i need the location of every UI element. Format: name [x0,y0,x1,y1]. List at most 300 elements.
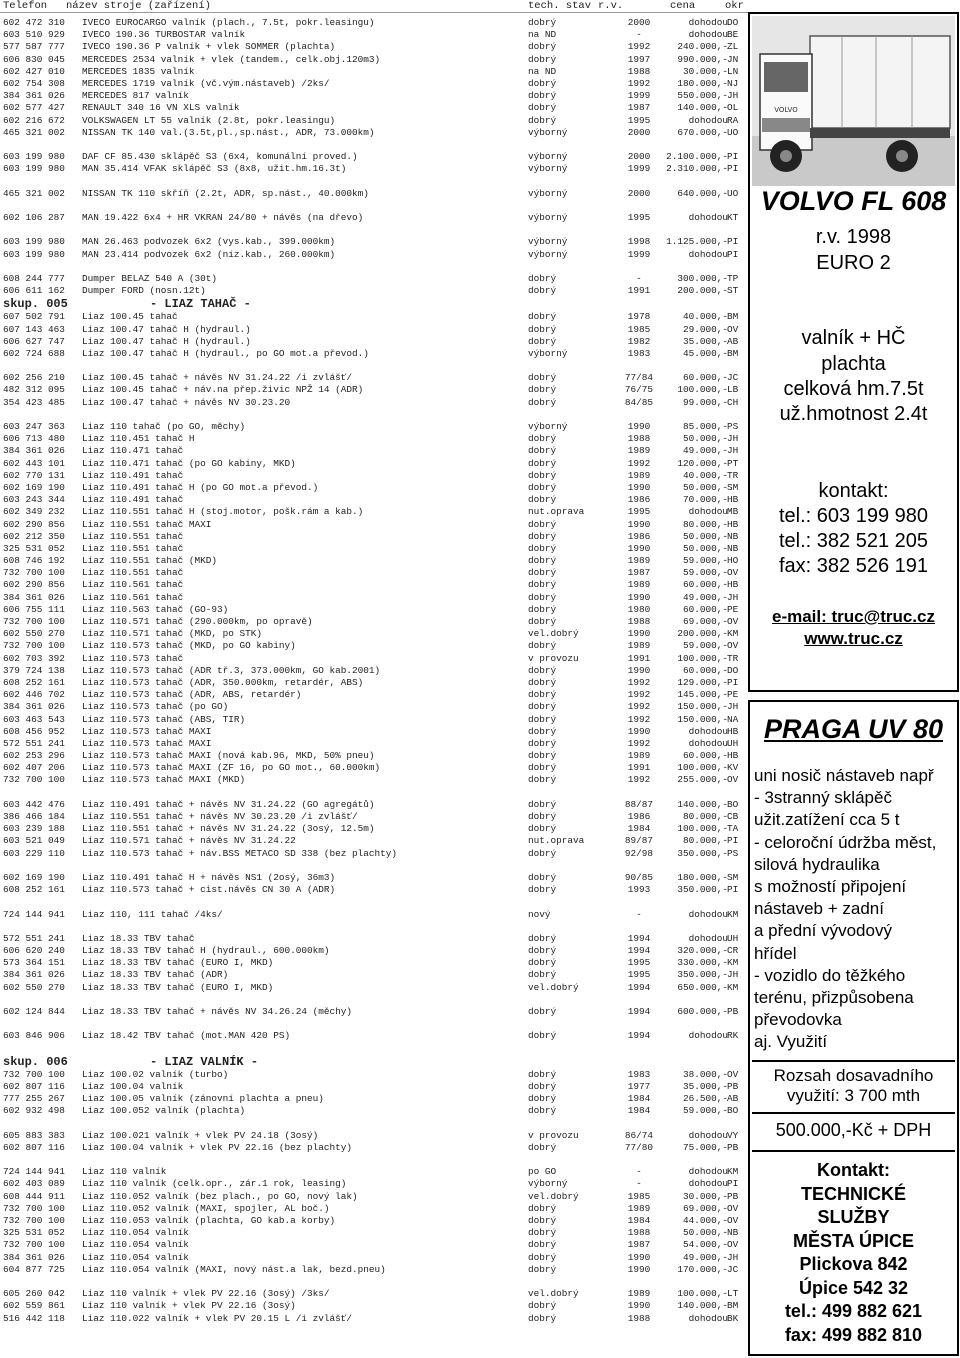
district: PB [727,1141,739,1153]
year: 1994 [627,1030,651,1042]
district: PI [727,236,739,248]
phone: 602 932 498 [3,1105,65,1117]
district: PI [727,835,739,847]
price: 330.000,- [677,957,728,969]
price: 255.000,- [677,774,728,786]
vehicle-name: Dumper BELAZ 540 A (30t) [82,272,218,284]
praga-desc-line: silová hydraulika [754,854,880,874]
year: 2000 [627,17,651,28]
district: BM [727,347,739,359]
price: dohodou [688,725,728,737]
price: dohodou [688,17,728,28]
listing-row [0,127,745,139]
praga-contact-line: Úpice 542 32 [798,1277,909,1298]
condition: dobrý [528,396,557,408]
condition: dobrý [528,932,557,944]
district: RA [727,114,739,126]
price: 49.000,- [682,445,728,457]
year: 1999 [627,248,651,260]
vehicle-name: Liaz 100.021 valník + vlek PV 24.18 (3osý) [82,1129,319,1141]
district: UO [727,187,739,199]
year: 1992 [627,701,651,713]
divider [752,1150,955,1152]
phone: 732 700 100 [3,640,65,652]
price: 600.000,- [677,1006,728,1017]
year: 77/84 [624,372,654,384]
phone: 602 770 131 [3,469,65,481]
phone: 602 724 688 [3,347,65,359]
year: 1990 [627,1251,651,1263]
price: dohodou [688,1129,728,1141]
phone: 607 502 791 [3,311,65,323]
listing-row [0,799,745,811]
row-gap [0,261,745,273]
col-year: r.v. [598,0,624,12]
vehicle-name: Liaz 110 valník (celk.opr., zár.1 rok, leasing) [82,1178,347,1190]
district: OV [727,774,739,786]
praga-contact-line: tel.: 499 882 621 [784,1301,923,1321]
phone: 732 700 100 [3,1215,65,1226]
listing-row [0,433,745,445]
listing-row [0,470,745,482]
price: 30.000,- [682,65,728,77]
price: 129.000,- [677,676,728,688]
price: 38.000,- [682,1068,728,1080]
vehicle-name: Liaz 110.561 tahač [82,579,184,591]
condition: dobrý [528,1300,557,1312]
price: 59.000,- [682,567,728,579]
phone: 516 442 118 [3,1312,65,1324]
condition: po GO [528,1166,557,1178]
district: OV [727,323,739,335]
price: 120.000,- [677,457,728,469]
district: ZL [727,41,739,53]
listing-row [0,957,745,969]
listing-row [0,653,745,665]
condition: dobrý [528,433,557,445]
condition: dobrý [528,41,557,53]
praga-price: 500.000,-Kč + DPH [775,1120,932,1140]
listing-row [0,17,745,29]
condition: dobrý [528,1080,557,1092]
condition: dobrý [528,335,557,347]
price: 69.000,- [682,616,728,627]
district: NB [727,542,739,554]
phone: 602 256 210 [3,372,65,384]
year: 1988 [627,616,651,627]
condition: dobrý [528,114,557,126]
year: 1980 [627,603,651,615]
listing-row [0,933,745,945]
price: 100.000,- [677,1288,728,1300]
price: 59.000,- [682,555,728,567]
condition: nut.oprava [528,506,585,518]
phone: 325 531 052 [3,1227,65,1239]
col-state: tech. stav [528,0,592,12]
condition: dobrý [528,1006,557,1017]
vehicle-name: MERCEDES 1835 valník [82,65,195,77]
price: dohodou [688,212,728,223]
condition: dobrý [528,1227,557,1239]
price: 44.000,- [682,1215,728,1226]
price: 54.000,- [682,1239,728,1251]
volvo-desc-1: valník + HČ [801,327,906,349]
district: HB [727,750,739,762]
condition: dobrý [528,1312,557,1324]
listing-row [0,1191,745,1203]
condition: dobrý [528,1215,557,1226]
year: 1990 [627,591,651,603]
condition: dobrý [528,1030,557,1042]
praga-desc-line: a přední vývodový [754,921,892,941]
district: UH [727,932,739,944]
listing-row [0,762,745,774]
year: 1988 [627,1227,651,1239]
condition: dobrý [528,945,557,957]
listing-row [0,811,745,823]
col-district: okr [725,0,744,12]
phone: 602 106 287 [3,212,65,223]
listing-row [0,604,745,616]
condition: dobrý [528,616,557,627]
vehicle-name: Liaz 110.573 tahač + cist.návěs CN 30 A (ADR) [82,884,336,896]
vehicle-name: Liaz 100.45 tahač [82,311,178,323]
district: KT [727,212,739,223]
condition: vel.dobrý [528,628,579,640]
praga-usage-1: Rozsah dosavadního [773,1066,934,1085]
district: BO [727,1105,739,1117]
listing-row [0,115,745,127]
district: OV [727,616,739,627]
praga-desc-line: - celoroční údržba měst, [754,832,937,852]
volvo-contact-label: kontakt: [818,480,889,502]
row-gap [0,360,745,372]
price: 100.000,- [677,384,728,396]
district: BM [727,311,739,323]
district: PB [727,1006,739,1017]
phone: 602 216 672 [3,114,65,126]
phone: 386 466 184 [3,811,65,822]
year: 1989 [627,555,651,567]
condition: nový [528,908,551,920]
phone: 606 830 045 [3,53,65,65]
group-label: skup. 005 [3,297,68,312]
praga-contact-line: SLUŽBY [817,1207,890,1227]
listing-row [0,1142,745,1154]
praga-contact-line: fax: 499 882 810 [784,1324,923,1345]
year: 1990 [627,1300,651,1312]
vehicle-name: Liaz 110.573 tahač (MKD, po GO kabiny) [82,640,296,652]
district: UH [727,737,739,749]
phone: 384 361 026 [3,969,65,981]
year: 1990 [627,481,651,493]
vehicle-name: MAN 26.463 podvozek 6x2 (vys.kab., 399.000km) [82,236,336,248]
phone: 602 290 856 [3,579,65,591]
condition: dobrý [528,884,557,896]
condition: dobrý [528,774,557,786]
condition: dobrý [528,579,557,591]
condition: dobrý [528,90,557,102]
vehicle-name: MERCEDES 1719 valník (vč.vým.nástaveb) /2ks/ [82,77,330,89]
condition: dobrý [528,798,557,810]
district: OV [727,1215,739,1226]
year: 2000 [627,126,651,138]
listing-row [0,872,745,884]
price: 59.000,- [682,640,728,652]
condition: dobrý [528,77,557,89]
district: BM [727,1300,739,1312]
vehicle-name: Liaz 18.33 TBV tahač H (hydraul., 600.000km) [82,945,330,957]
listing-row [0,726,745,738]
phone: 602 807 116 [3,1080,65,1092]
price: dohodou [688,932,728,944]
listing-row [0,1203,745,1215]
phone: 602 290 856 [3,518,65,530]
volvo-desc-2: plachta [821,353,886,375]
price: 59.000,- [682,1105,728,1117]
vehicle-name: Liaz 110.551 tahač H (stoj.motor, pošk.rám a kab.) [82,506,364,518]
vehicle-name: Liaz 110.054 valník [82,1239,189,1251]
condition: dobrý [528,102,557,114]
year: 1991 [627,285,651,297]
praga-usage-2: využití: 3 700 mth [786,1086,921,1105]
condition: nut.oprava [528,835,585,847]
district: KM [727,957,739,969]
phone: 325 531 052 [3,542,65,554]
phone: 354 423 485 [3,396,65,408]
listing-row [0,90,745,102]
phone: 602 577 427 [3,102,65,114]
listing-row [0,519,745,531]
year: 1990 [627,1263,651,1275]
vehicle-name: Liaz 110.451 tahač H [82,433,195,445]
price: 145.000,- [677,689,728,701]
group-heading [0,297,745,311]
listing-row [0,969,745,981]
phone: 602 403 089 [3,1178,65,1190]
district: JH [727,591,739,603]
district: OV [727,1239,739,1251]
year: 1999 [627,163,651,175]
phone: 603 463 543 [3,713,65,725]
vehicle-name: IVECO 190.36 TURBOSTAR valník [82,29,246,41]
year: 1993 [627,884,651,896]
volvo-web-link[interactable]: www.truc.cz [804,629,903,648]
phone: 602 807 116 [3,1141,65,1153]
year: - [636,29,642,41]
condition: dobrý [528,567,557,579]
phone: 606 627 747 [3,335,65,347]
price: 60.000,- [682,664,728,676]
phone: 724 144 941 [3,908,65,920]
vehicle-name: Liaz 110.052 valník (bez plach., po GO, nový lak) [82,1190,358,1202]
price: 60.000,- [682,579,728,591]
condition: dobrý [528,701,557,713]
year: 76/75 [624,384,654,396]
condition: dobrý [528,372,557,384]
listing-row [0,665,745,677]
listing-row [0,397,745,409]
district: TP [727,272,739,284]
price: 140.000,- [677,798,728,810]
listing-row [0,285,745,297]
praga-desc-line: aj. Využití [754,1032,828,1052]
phone: 608 746 192 [3,555,65,567]
year: - [636,1178,642,1190]
price: 80.000,- [682,518,728,530]
vehicle-name: Liaz 100.47 tahač + návěs NV 30.23.20 [82,396,291,408]
price: 2.100.000,- [666,151,728,163]
phone: 732 700 100 [3,1239,65,1251]
condition: dobrý [528,457,557,469]
year: 1984 [627,1215,651,1226]
vehicle-name: Liaz 18.33 TBV tahač (EURO I, MKD) [82,957,274,969]
listing-row [0,188,745,200]
condition: dobrý [528,640,557,652]
year: 1988 [627,65,651,77]
phone: 608 252 161 [3,884,65,896]
phone: 608 456 952 [3,725,65,737]
district: LB [727,384,739,396]
year: 1987 [627,567,651,579]
vehicle-name: Liaz 110.573 tahač (po GO) [82,701,229,713]
volvo-year: r.v. 1998 [815,226,892,248]
year: 1992 [627,676,651,688]
row-gap [0,1276,745,1288]
cab-brand: VOLVO [774,106,798,114]
condition: dobrý [528,750,557,762]
year: 1998 [627,236,651,248]
vehicle-name: Liaz 110.571 tahač (290.000km, po opravě) [82,616,313,627]
district: CR [727,945,739,957]
phone: 465 321 002 [3,126,65,138]
year: 1989 [627,579,651,591]
phone: 724 144 941 [3,1166,65,1178]
year: 1995 [627,969,651,981]
listing-row [0,1239,745,1251]
listing-row [0,1069,745,1081]
district: TA [727,823,739,835]
price: 100.000,- [677,823,728,835]
phone: 606 620 240 [3,945,65,957]
phone: 577 587 777 [3,41,65,53]
year: 84/85 [624,396,654,408]
price: 150.000,- [677,713,728,725]
vehicle-name: IVECO 190.36 P valník + vlek SOMMER (plachta) [82,41,336,53]
listing-row [0,54,745,66]
year: 1994 [627,1006,651,1017]
praga-desc-line: převodovka [754,1010,842,1030]
listing-row [0,616,745,628]
condition: dobrý [528,445,557,457]
price: 100.000,- [677,762,728,774]
volvo-title: VOLVO FL 608 [760,186,947,216]
price: 140.000,- [677,1300,728,1312]
vehicle-name: Liaz 110.551 tahač + návěs NV 30.23.20 /i zvlášť/ [82,811,358,822]
year: 1985 [627,1190,651,1202]
phone: 379 724 138 [3,664,65,676]
district: ST [727,285,739,297]
listing-row [0,909,745,921]
listing-row [0,236,745,248]
listing-row [0,1178,745,1190]
district: NJ [727,77,739,89]
district: NB [727,530,739,542]
praga-desc-line: užit.zatížení cca 5 t [754,810,900,830]
district: PI [727,151,739,163]
year: - [636,908,642,920]
vehicle-name: Liaz 110.573 tahač MAXI [82,725,212,737]
phone: 602 754 308 [3,77,65,89]
volvo-email-link[interactable]: e-mail: truc@truc.cz [771,607,935,626]
praga-contact-line: MĚSTA ÚPICE [792,1230,914,1251]
phone: 602 446 702 [3,689,65,701]
praga-contact-line: TECHNICKÉ [800,1183,906,1204]
phone: 573 364 151 [3,957,65,969]
district: HO [727,555,739,567]
year: 1983 [627,347,651,359]
price: 69.000,- [682,1202,728,1214]
listing-row [0,324,745,336]
row-gap [0,175,745,187]
district: SM [727,871,739,883]
price: 30.000,- [682,1190,728,1202]
listing-row [0,1300,745,1312]
year: 1989 [627,640,651,652]
district: PE [727,689,739,701]
district: OV [727,1068,739,1080]
row-gap [0,1018,745,1030]
district: NA [727,713,739,725]
listing-row [0,1081,745,1093]
listing-row [0,835,745,847]
price: 350.000,- [677,969,728,981]
vehicle-name: Liaz 110.573 tahač (ADR, 350.000km, retardér, ABS) [82,676,364,688]
condition: na ND [528,29,557,41]
phone: 603 239 188 [3,823,65,835]
price: 80.000,- [682,835,728,847]
phone: 603 442 476 [3,798,65,810]
year: 1992 [627,713,651,725]
listing-row [0,1215,745,1227]
price: 80.000,- [682,811,728,822]
year: 1997 [627,53,651,65]
district: TR [727,469,739,481]
year: 1992 [627,774,651,786]
condition: dobrý [528,1093,557,1105]
vehicle-name: Liaz 110 valník + vlek PV 22.16 (3osý) [82,1300,296,1312]
phone: 605 260 042 [3,1288,65,1300]
listing-row [0,714,745,726]
col-price: cena [670,0,696,12]
vehicle-listing [0,17,745,1325]
vehicle-name: Liaz 110.551 tahač (MKD) [82,555,218,567]
price: 200.000,- [677,285,728,297]
vehicle-name: Liaz 110.573 tahač (ADR, ABS, retardér) [82,689,302,701]
condition: dobrý [528,1068,557,1080]
price: 200.000,- [677,628,728,640]
district: KV [727,762,739,774]
vehicle-name: Liaz 110.573 tahač MAXI (nová kab.96, MKD, 50% pneu) [82,750,375,762]
condition: dobrý [528,847,557,859]
phone: 608 444 911 [3,1190,65,1202]
price: 60.000,- [682,603,728,615]
year: 1992 [627,41,651,53]
year: 1991 [627,762,651,774]
price: 300.000,- [677,272,728,284]
price: 240.000,- [677,41,728,53]
listing-row [0,348,745,360]
